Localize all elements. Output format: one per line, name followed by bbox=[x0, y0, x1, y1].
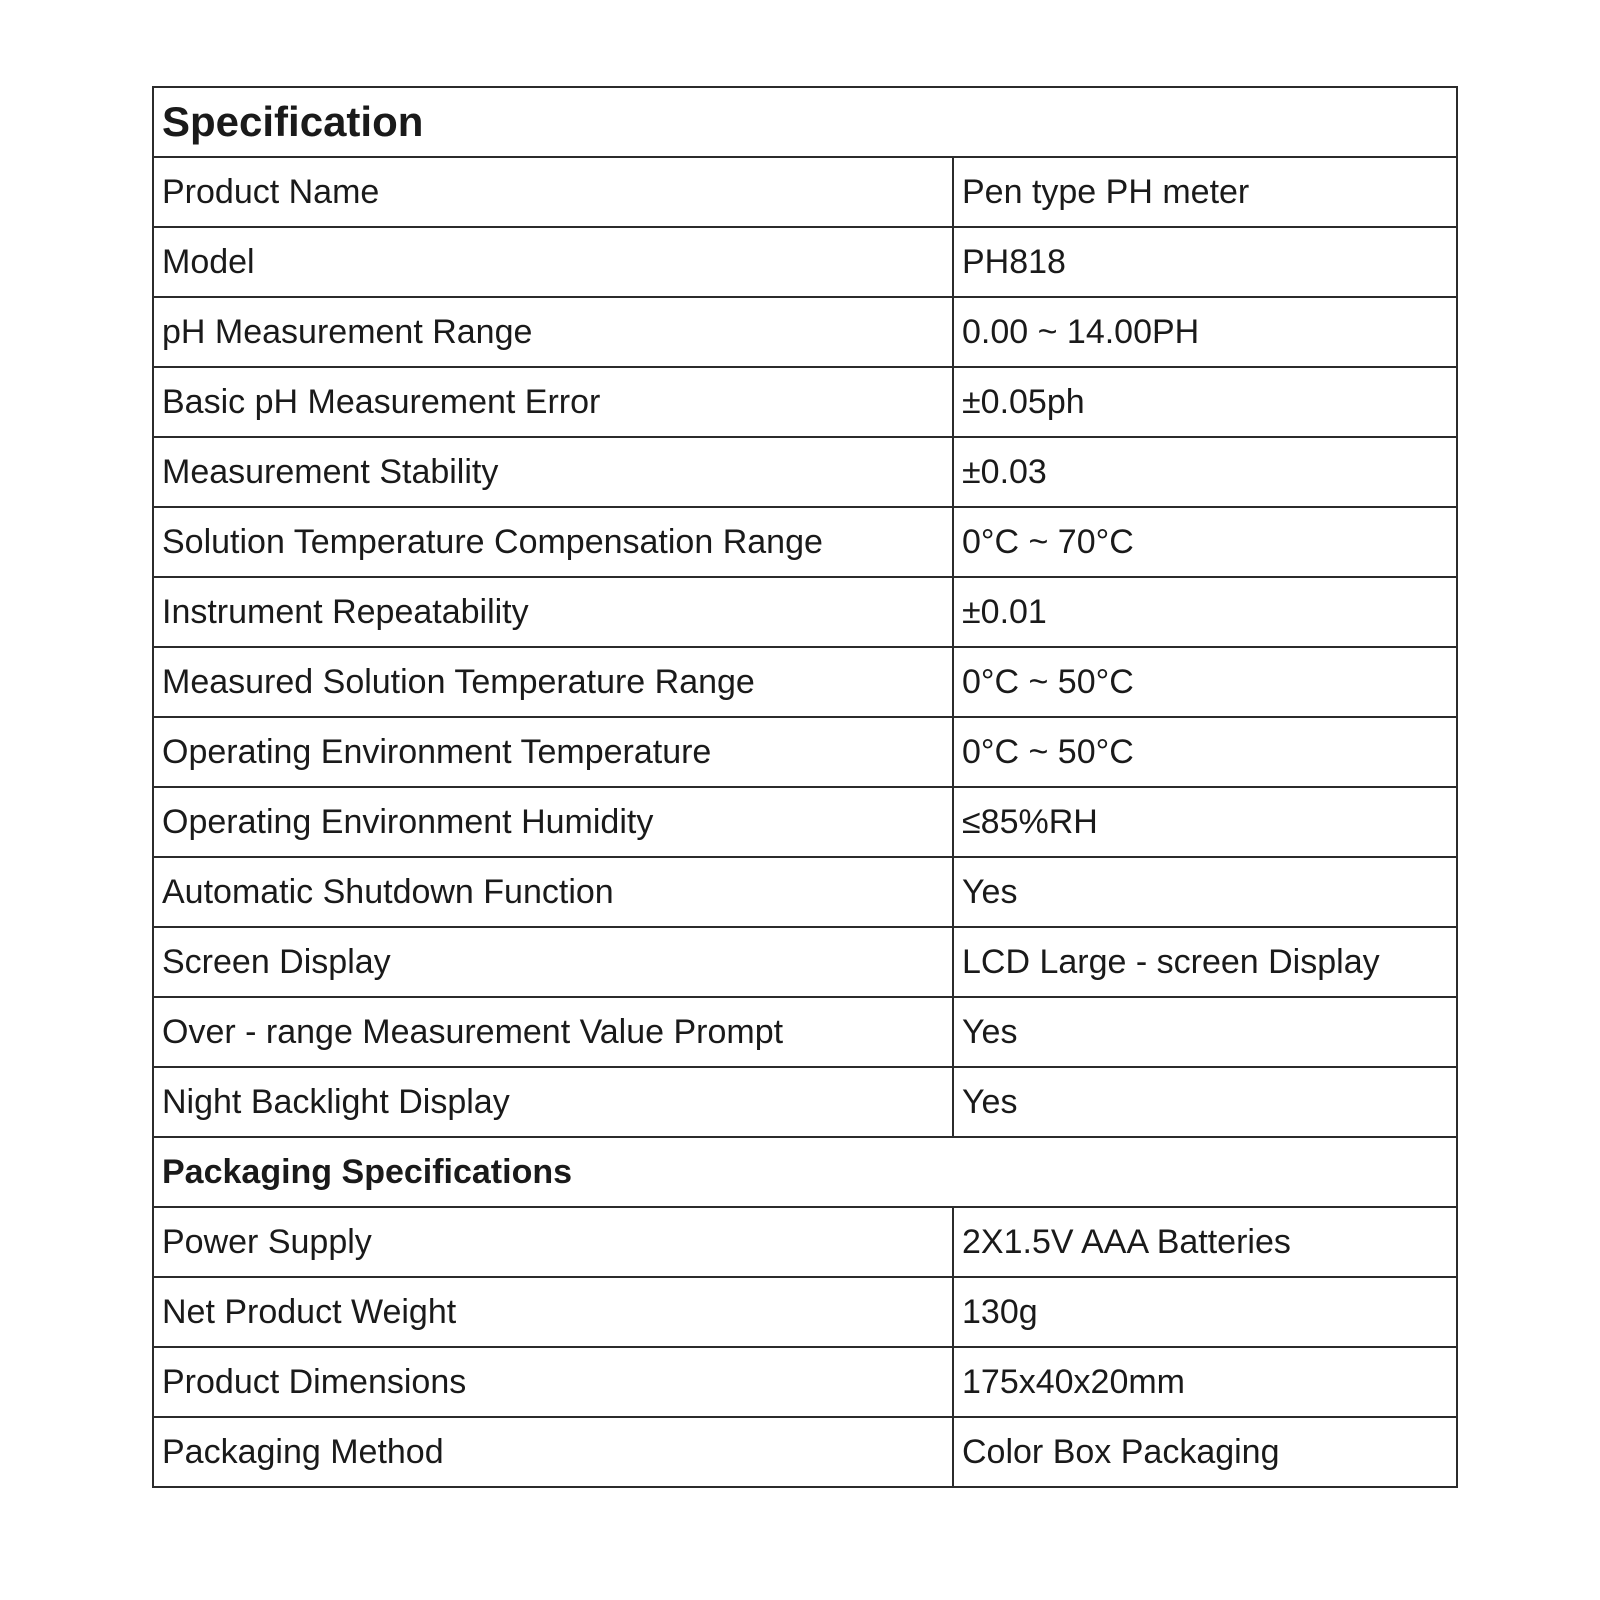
spec-label: Net Product Weight bbox=[153, 1277, 953, 1347]
table-row bbox=[153, 227, 1457, 297]
spec-label: Product Dimensions bbox=[153, 1347, 953, 1417]
table-row bbox=[153, 297, 1457, 367]
table-row bbox=[153, 577, 1457, 647]
spec-value: 130g bbox=[953, 1277, 1457, 1347]
spec-label: Automatic Shutdown Function bbox=[153, 857, 953, 927]
spec-value: 0.00 ~ 14.00PH bbox=[953, 297, 1457, 367]
spec-value: 0°C ~ 50°C bbox=[953, 647, 1457, 717]
spec-value: PH818 bbox=[953, 227, 1457, 297]
title-row bbox=[153, 87, 1457, 157]
table-row bbox=[153, 157, 1457, 227]
spec-label: Night Backlight Display bbox=[153, 1067, 953, 1137]
spec-value: Pen type PH meter bbox=[953, 157, 1457, 227]
specification-table bbox=[152, 86, 1458, 1488]
table-row bbox=[153, 367, 1457, 437]
spec-label: Model bbox=[153, 227, 953, 297]
table-row bbox=[153, 997, 1457, 1067]
table-row bbox=[153, 787, 1457, 857]
table-row bbox=[153, 857, 1457, 927]
specification-title: Specification bbox=[153, 87, 1457, 157]
spec-label: Basic pH Measurement Error bbox=[153, 367, 953, 437]
spec-label: Screen Display bbox=[153, 927, 953, 997]
spec-label: Over - range Measurement Value Prompt bbox=[153, 997, 953, 1067]
spec-value: 2X1.5V AAA Batteries bbox=[953, 1207, 1457, 1277]
spec-label: Instrument Repeatability bbox=[153, 577, 953, 647]
table-row bbox=[153, 437, 1457, 507]
spec-value: ±0.03 bbox=[953, 437, 1457, 507]
table-row bbox=[153, 647, 1457, 717]
spec-label: Solution Temperature Compensation Range bbox=[153, 507, 953, 577]
spec-label: pH Measurement Range bbox=[153, 297, 953, 367]
spec-label: Product Name bbox=[153, 157, 953, 227]
table-row bbox=[153, 717, 1457, 787]
section-row bbox=[153, 1137, 1457, 1207]
table-row bbox=[153, 927, 1457, 997]
spec-value: LCD Large - screen Display bbox=[953, 927, 1457, 997]
spec-value: Yes bbox=[953, 1067, 1457, 1137]
spec-value: 0°C ~ 70°C bbox=[953, 507, 1457, 577]
spec-label: Packaging Method bbox=[153, 1417, 953, 1487]
spec-value: ±0.01 bbox=[953, 577, 1457, 647]
spec-label: Operating Environment Humidity bbox=[153, 787, 953, 857]
spec-label: Measurement Stability bbox=[153, 437, 953, 507]
spec-value: 175x40x20mm bbox=[953, 1347, 1457, 1417]
table-row bbox=[153, 1277, 1457, 1347]
table-row bbox=[153, 507, 1457, 577]
spec-label: Measured Solution Temperature Range bbox=[153, 647, 953, 717]
packaging-section-title: Packaging Specifications bbox=[153, 1137, 1457, 1207]
spec-value: 0°C ~ 50°C bbox=[953, 717, 1457, 787]
table-row bbox=[153, 1417, 1457, 1487]
spec-label: Operating Environment Temperature bbox=[153, 717, 953, 787]
spec-value: Yes bbox=[953, 857, 1457, 927]
spec-value: Yes bbox=[953, 997, 1457, 1067]
table-row bbox=[153, 1207, 1457, 1277]
spec-value: ≤85%RH bbox=[953, 787, 1457, 857]
spec-value: Color Box Packaging bbox=[953, 1417, 1457, 1487]
spec-label: Power Supply bbox=[153, 1207, 953, 1277]
spec-value: ±0.05ph bbox=[953, 367, 1457, 437]
table-row bbox=[153, 1067, 1457, 1137]
table-row bbox=[153, 1347, 1457, 1417]
